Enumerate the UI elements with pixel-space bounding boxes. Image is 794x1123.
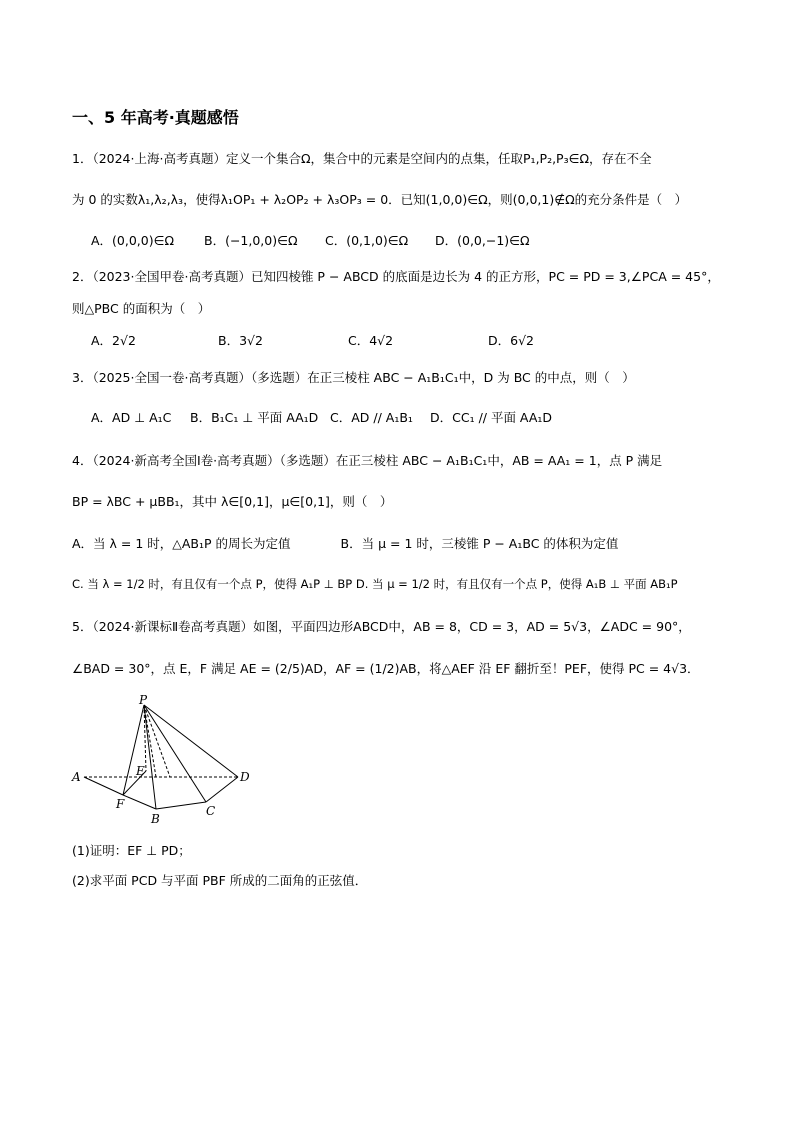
problem-5-part-2: (2)求平面 PCD 与平面 PBF 所成的二面角的正弦值． <box>72 873 368 888</box>
figure-label-d: D <box>240 770 250 784</box>
problem-1-line-1: 1．（2024·上海·高考真题）定义一个集合Ω，集合中的元素是空间内的点集，任取P₁,P₂,P₃∈Ω，存在不全 <box>72 151 652 166</box>
problem-3-option-a: A．AD ⊥ A₁C <box>91 410 172 425</box>
problem-2-option-a: A．2√2 <box>91 333 136 348</box>
problem-1-option-b: B．(−1,0,0)∈Ω <box>204 233 298 248</box>
figure-label-a: A <box>72 770 81 784</box>
section-title: 一、5 年高考·真题感悟 <box>72 108 239 127</box>
problem-4-option-cd: C. 当 λ = 1/2 时，有且仅有一个点 P，使得 A₁P ⊥ BP D. 当 μ = 1/2 时，有且仅有一个点 P，使得 A₁B ⊥ 平面 AB₁P <box>72 577 678 591</box>
figure-label-b: B <box>151 812 160 826</box>
problem-1-option-c: C．(0,1,0)∈Ω <box>325 233 409 248</box>
problem-1-line-2: 为 0 的实数λ₁,λ₂,λ₃，使得λ₁OP₁ + λ₂OP₂ + λ₃OP₃ = 0．已知(1,0,0)∈Ω，则(0,0,1)∉Ω的充分条件是（ ） <box>72 192 688 207</box>
problem-2-option-c: C．4√2 <box>348 333 394 348</box>
problem-4-option-ab: A．当 λ = 1 时，△AB₁P 的周长为定值 B．当 μ = 1 时，三棱锥 P − A₁BC 的体积为定值 <box>72 536 619 551</box>
problem-3-option-d: D．CC₁ // 平面 AA₁D <box>430 410 553 425</box>
problem-2-line-1: 2．（2023·全国甲卷·高考真题）已知四棱锥 P − ABCD 的底面是边长为 4 的正方形，PC = PD = 3,∠PCA = 45°， <box>72 269 720 284</box>
problem-2-line-2: 则△PBC 的面积为（ ） <box>72 301 211 316</box>
figure-label-e: E <box>136 764 145 778</box>
problem-4-line-1: 4．（2024·新高考全国Ⅰ卷·高考真题）（多选题）在正三棱柱 ABC − A₁B₁C₁中，AB = AA₁ = 1，点 P 满足 <box>72 453 663 468</box>
problem-5-line-2: ∠BAD = 30°，点 E，F 满足 AE = (2/5)AD，AF = (1/2)AB，将△AEF 沿 EF 翻折至！PEF，使得 PC = 4√3． <box>72 661 700 676</box>
problem-1-option-a: A．(0,0,0)∈Ω <box>91 233 175 248</box>
problem-5-part-1: (1)证明：EF ⊥ PD； <box>72 843 191 858</box>
problem-4-line-2: BP = λBC + μBB₁，其中 λ∈[0,1]，μ∈[0,1]，则（ ） <box>72 494 393 509</box>
problem-3-option-c: C．AD // A₁B₁ <box>330 410 413 425</box>
pyramid-figure <box>70 695 260 830</box>
problem-1-option-d: D．(0,0,−1)∈Ω <box>435 233 530 248</box>
problem-2-option-d: D．6√2 <box>488 333 534 348</box>
problem-2-option-b: B．3√2 <box>218 333 263 348</box>
figure-label-f: F <box>116 797 125 811</box>
problem-3-line-1: 3．（2025·全国一卷·高考真题）（多选题）在正三棱柱 ABC − A₁B₁C₁中，D 为 BC 的中点，则（ ） <box>72 370 635 385</box>
figure-label-c: C <box>206 804 216 818</box>
problem-3-option-b: B．B₁C₁ ⊥ 平面 AA₁D <box>190 410 319 425</box>
figure-label-p: P <box>139 695 148 707</box>
problem-5-line-1: 5．（2024·新课标Ⅱ卷高考真题）如图，平面四边形ABCD中，AB = 8，CD = 3，AD = 5√3，∠ADC = 90°， <box>72 619 691 634</box>
